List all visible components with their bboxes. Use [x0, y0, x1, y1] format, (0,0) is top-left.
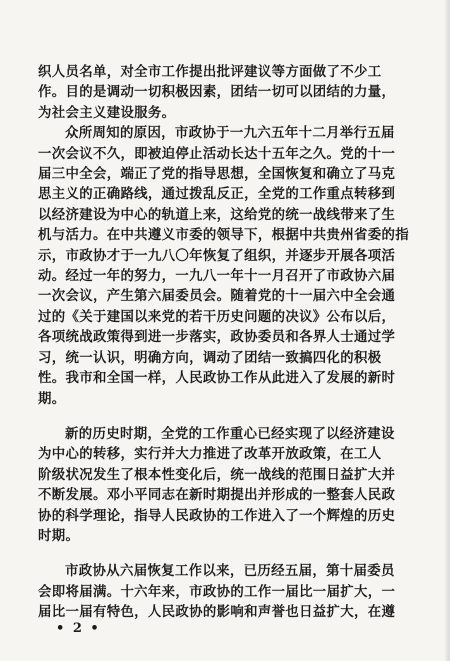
page-edge-shadow [444, 0, 450, 661]
text-line: 以经济建设为中心的轨道上来，这给党的统一战线带来了生 [38, 206, 396, 223]
text-line: 思主义的正确路线，通过拨乱反正，全党的工作重点转移到 [38, 186, 396, 203]
text-line: 新的历史时期，全党的工作重心已经实现了以经济建设 [65, 425, 395, 442]
text-line: 一次会议，产生第六届委员会。随着党的十一届六中全会通 [38, 288, 396, 305]
text-line: 机与活力。在中共遵义市委的领导下，根据中共贵州省委的指 [38, 227, 409, 244]
text-line: 织人员名单，对全市工作提出批评建议等方面做了不少工 [38, 64, 382, 80]
text-line: 各项统战政策得到进一步落实，政协委员和各界人士通过学 [38, 329, 396, 346]
paragraph-3 [38, 424, 410, 546]
text-line: 为中心的转移，实行并大力推进了改革开放政策，在工人 [38, 446, 382, 463]
text-line: 动。经过一年的努力，一九八一年十一月召开了市政协六届 [38, 268, 396, 285]
text-line: 习，统一认识，明确方向，调动了团结一致搞四化的积极 [38, 349, 382, 366]
text-line: 作。目的是调动一切积极因素，团结一切可以团结的力量， [38, 84, 396, 101]
paragraph-4 [38, 561, 410, 622]
page-number: • 2 • [56, 621, 101, 636]
text-line: 示，市政协才于一九八〇年恢复了组织，并逐步开展各项活 [38, 247, 396, 264]
text-line: 过的《关于建国以来党的若干历史问题的决议》公布以后， [38, 308, 396, 325]
paragraph-1 [38, 62, 410, 123]
paragraph-2 [38, 123, 410, 409]
text-line: 为社会主义建设服务。 [38, 104, 176, 121]
text-line: 一次会议不久，即被迫停止活动长达十五年之久。党的十一 [38, 145, 396, 162]
text-line: 届三中全会，端正了党的指导思想，全国恢复和确立了马克 [38, 166, 396, 183]
paragraph-gap [38, 546, 410, 561]
text-line: 会即将届满。十六年来，市政协的工作一届比一届扩大，一 [38, 583, 396, 600]
paragraph-gap [38, 409, 410, 424]
text-line: 时期。 [38, 527, 80, 544]
text-line: 市政协从六届恢复工作以来，已历经五届，第十届委员 [65, 563, 395, 580]
text-line: 协的科学理论，指导人民政协的工作进入了一个辉煌的历史 [38, 507, 396, 524]
text-line: 届比一届有特色，人民政协的影响和声誉也日益扩大，在遵 [38, 604, 396, 621]
body-text [38, 62, 410, 623]
text-line: 阶级状况发生了根本性变化后，统一战线的范围日益扩大并 [38, 466, 396, 483]
text-line: 期。 [38, 390, 66, 407]
text-line: 性。我市和全国一样，人民政协工作从此进入了发展的新时 [38, 370, 396, 387]
text-line: 不断发展。邓小平同志在新时期提出并形成的一整套人民政 [38, 487, 396, 504]
text-line: 众所周知的原因，市政协于一九六五年十二月举行五届 [65, 125, 395, 142]
